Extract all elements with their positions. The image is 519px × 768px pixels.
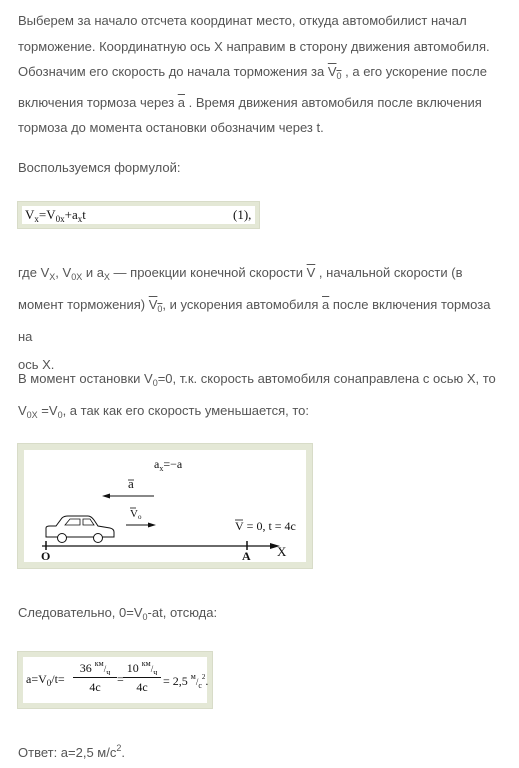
formula-1: $V_x=V_{0x}+a_xt$ (1), xyxy=(22,206,255,224)
intro-line-4: включения тормоза через $\overline{a}$ . Время движения автомобиля после включения xyxy=(18,94,482,110)
fraction-2: 10 $^{км}/_ч$ 4c xyxy=(123,659,161,695)
answer: Ответ: a=2,5 $м/с^2$. xyxy=(18,743,125,760)
formula-2: $a=V_0/t=$ 36 $^{км}/_ч$ 4c = 10 $^{км}/_ч$ 4c = 2,5 $^м/_с^2$. xyxy=(23,657,207,703)
origin-label: O xyxy=(41,549,51,562)
v0-symbol: $V_0$ xyxy=(327,64,342,81)
formula-2-result: = 2,5 $^м/_с^2$. xyxy=(163,672,209,690)
formula-number: (1), xyxy=(233,207,252,222)
consequence-paragraph: Следовательно, $0=V_0-at$, отсюда: xyxy=(18,605,218,622)
formula-2-box xyxy=(17,651,213,709)
a-symbol: $\overline{a}$ xyxy=(177,94,185,110)
intro-line-5: тормоза до момента остановки обозначим через t. xyxy=(18,120,324,135)
v0-label: Vo xyxy=(130,508,142,521)
intro-line-3: Обозначим его скорость до начала торможения за $V_0$ , а его ускорение после xyxy=(18,64,487,81)
stop-condition-paragraph: В момент остановки $V_0=0$, т.к. скорость автомобиля сонаправлена с осью X, то $V_{0X} =V_0$, а так как его скорость уменьшается, то: xyxy=(18,371,496,420)
intro-line-2: торможение. Координатную ось X направим в сторону движения автомобиля. xyxy=(18,38,490,54)
final-velocity-label: V = 0, t = 4c xyxy=(235,519,296,533)
intro-paragraph xyxy=(18,8,508,141)
projections-paragraph: где $V_X$, $V_{0X}$ и $a_X$ — проекции конечной скорости $\overline{V}$ , начальной скорости (в момент торможения) $V_0$, и ускорения автомобиля $\overline{a}$ после включения тормоза на ось X. xyxy=(18,265,491,372)
ax-label: $a_x=-a$ xyxy=(154,457,183,473)
motion-diagram-box xyxy=(17,443,313,569)
intro-line-1: Выберем за начало отсчета координат место, откуда автомобилист начал xyxy=(18,13,467,28)
formula-intro: Воспользуемся формулой: xyxy=(18,160,181,175)
accel-label: a xyxy=(128,476,134,491)
point-a-label: A xyxy=(242,549,251,562)
x-axis-label: X xyxy=(277,544,287,559)
motion-diagram xyxy=(24,450,306,562)
fraction-1: 36 $^{км}/_ч$ 4c xyxy=(73,659,117,695)
formula-1-box xyxy=(17,201,260,229)
